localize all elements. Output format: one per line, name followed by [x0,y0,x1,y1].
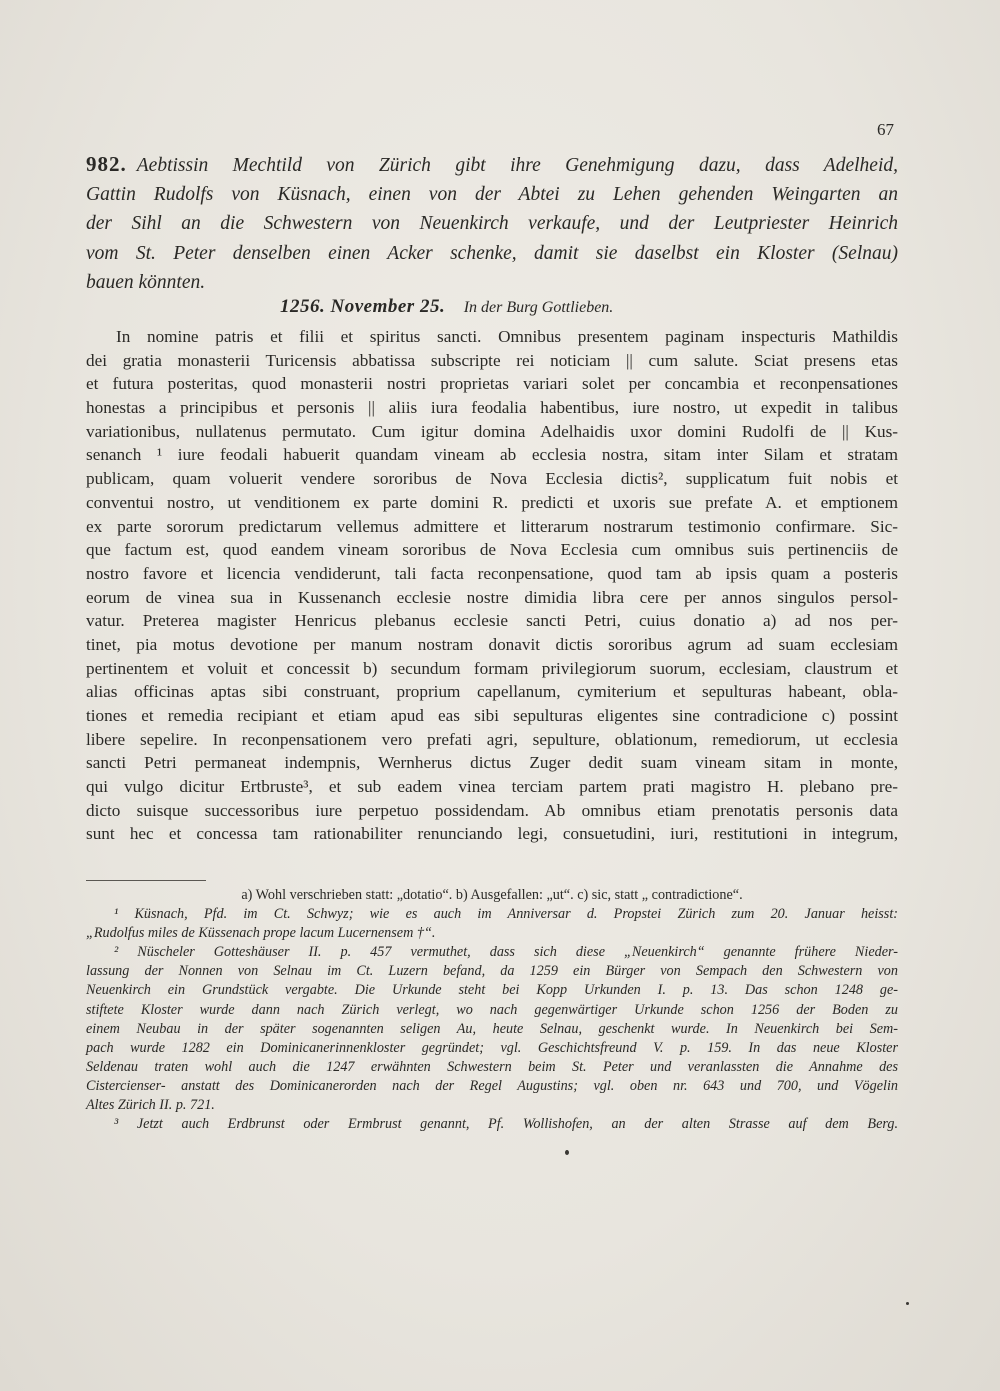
footnote-line: „Rudolfus miles de Küssenach prope lacum Lucernensem †“. [86,925,436,942]
footnote-line: lassung der Nonnen von Selnau im Ct. Luzern befand, da 1259 ein Bürger von Sempach den Schwestern von [86,963,898,980]
footnote-line: Cistercienser- anstatt des Dominicanerorden nach der Regel Augustins; vgl. oben nr. 643 und 700, und Vögelin [86,1077,898,1094]
footnote-line: einem Neubau in der später sogenannten seligen Au, heute Selnau, geschenkt wurde. In Neuenkirch bei Sem- [86,1020,898,1037]
charter-place: In der Burg Gottlieben. [463,299,614,316]
heading-line [86,150,898,180]
text-line: variationibus, nullatenus permutato. Cum igitur domina Adelhaidis uxor domini Rudolfi de || Kus- [86,421,898,441]
entry-heading [86,150,898,297]
text-line: dei gratia monasterii Turicensis abbatissa subscripte rei noticiam || cum salute. Sciat presens etas [86,350,898,370]
text-line: tinet, pia motus devotione per manum nostram donavit dictis sororibus agrum ad suam ecclesiam [86,634,898,654]
footnote-line: pach wurde 1282 ein Dominicanerinnenkloster gegründet; vgl. Geschichtsfreund V. p. 159. In das neue Kloster [86,1039,898,1056]
heading-line: Gattin Rudolfs von Küsnach, einen von der Abtei zu Lehen gehenden Weingarten an [86,184,898,206]
footnote-line: stiftete Kloster wurde dann nach Zürich verlegt, wo nach gegenwärtiger Urkunde schon 1256 der Boden zu [86,1001,898,1018]
text-line: sancti Petri permaneat indempnis, Wernherus dictus Zuger dedit suam vineam sitam in monte, [86,753,898,773]
heading-line-text: Aebtissin Mechtild von Zürich gibt ihre Genehmigung dazu, dass Adelheid, [136,155,898,176]
footnote-line: Seldenau traten wohl auch die 1247 erwähnten Schwestern beim St. Peter und veranlassten die Annahme des [86,1058,898,1075]
footnote-divider [86,880,206,881]
footnote-line: ³ Jetzt auch Erdbrunst oder Ermbrust genannt, Pf. Wollishofen, an der alten Strasse auf dem Berg. [114,1116,898,1133]
heading-line: vom St. Peter denselben einen Acker schenke, damit sie daselbst ein Kloster (Selnau) [86,242,898,264]
footnote-line: Neuenkirch ein Grundstück vergabte. Die Urkunde steht bei Kopp Urkunden I. p. 13. Das schon 1248 ge- [86,982,898,999]
text-line: honestas a principibus et personis || aliis iura feodalia habentibus, iure nostro, ut expedit in talibus [86,398,898,418]
text-line: pertinentem et voluit et concessit b) secundum formam privilegiorum suorum, ecclesiam, claustrum et [86,658,898,678]
text-line: eorum de vinea sua in Kussenanch ecclesie nostre dimidia libra cere per annos singulos persol- [86,587,898,607]
text-line: que factum est, quod eandem vineam sororibus de Nova Ecclesia cum omnibus suis pertinenciis de [86,540,898,560]
ink-speck [565,1150,569,1155]
text-line: qui vulgo dicitur Ertbruste³, et sub eadem vinea terciam partem prati magistro H. plebano pre- [86,777,898,797]
text-line: ex parte sororum predictarum vellemus admittere et litterarum nostrarum testimonio confirmare. Sic- [86,516,898,536]
text-line: senanch ¹ iure feodali habuerit quandam vineam ab ecclesia nostra, sitam inter Silam et stratam [86,445,898,465]
text-line: sunt hec et concessa tam rationabiliter renunciando legi, consuetudini, iuri, restitutioni in integrum, [86,824,898,844]
text-line: vatur. Preterea magister Henricus plebanus ecclesie sancti Petri, cuius donatio a) ad nos per- [86,611,898,631]
ink-speck [906,1302,909,1305]
text-line: publicam, quam voluerit vendere sororibus de Nova Ecclesia dictis², supplicatum fuit nobis et [86,469,898,489]
heading-line: bauen könnten. [86,271,206,293]
text-line: et futura posteritas, quod monasterii nostri proprietas variari solet per concambia et reconpensationes [86,374,898,394]
footnotes [86,886,898,1134]
text-line: In nomine patris et filii et spiritus sancti. Omnibus presentem paginam inspecturis Mathildis [116,327,898,346]
entry-number: 982. [86,152,127,176]
footnote-line: ² Nüscheler Gotteshäuser II. p. 457 vermuthet, dass sich diese „Neuenkirch“ genannte frühere Nieder- [114,944,898,961]
text-line: conventui nostro, ut venditionem ex parte domini R. predicti et uxoris sue prefate A. et emptionem [86,492,898,512]
charter-date: 1256. November 25. [280,296,446,317]
footnote-line: Altes Zürich II. p. 721. [86,1097,215,1114]
text-line: alias officinas aptas sibi construant, proprium capellanum, cymiterium et sepulturas habeant, obla- [86,682,898,702]
text-line: tiones et remedia recipiant et etiam apud eas sibi sepulturas eligentes sine contradicione c) possint [86,706,898,725]
page-number: 67 [877,120,894,139]
charter-text [86,325,898,846]
text-line: libere sepelire. In reconpensationem vero prefati agri, sepulture, oblationum, remediorum, ut ecclesia [86,729,898,749]
footnote-line: ¹ Küsnach, Pfd. im Ct. Schwyz; wie es auch im Anniversar d. Propstei Zürich zum 20. Januar heisst: [114,906,898,923]
footnote-line: a) Wohl verschrieben statt: „dotatio“. b) Ausgefallen: „ut“. c) sic, statt „ contradictione“. [241,887,743,903]
heading-line: der Sihl an die Schwestern von Neuenkirch verkaufe, und der Leutpriester Heinrich [86,213,898,235]
text-line: nostro favore et licencia vendiderunt, tali facta reconpensatione, quod tam ab ipsis quam a posteris [86,563,898,583]
text-line: dicto suisque successoribus iure perpetuo possidendam. Ab omnibus etiam prenotatis personis data [86,800,898,820]
dateline [280,296,613,318]
